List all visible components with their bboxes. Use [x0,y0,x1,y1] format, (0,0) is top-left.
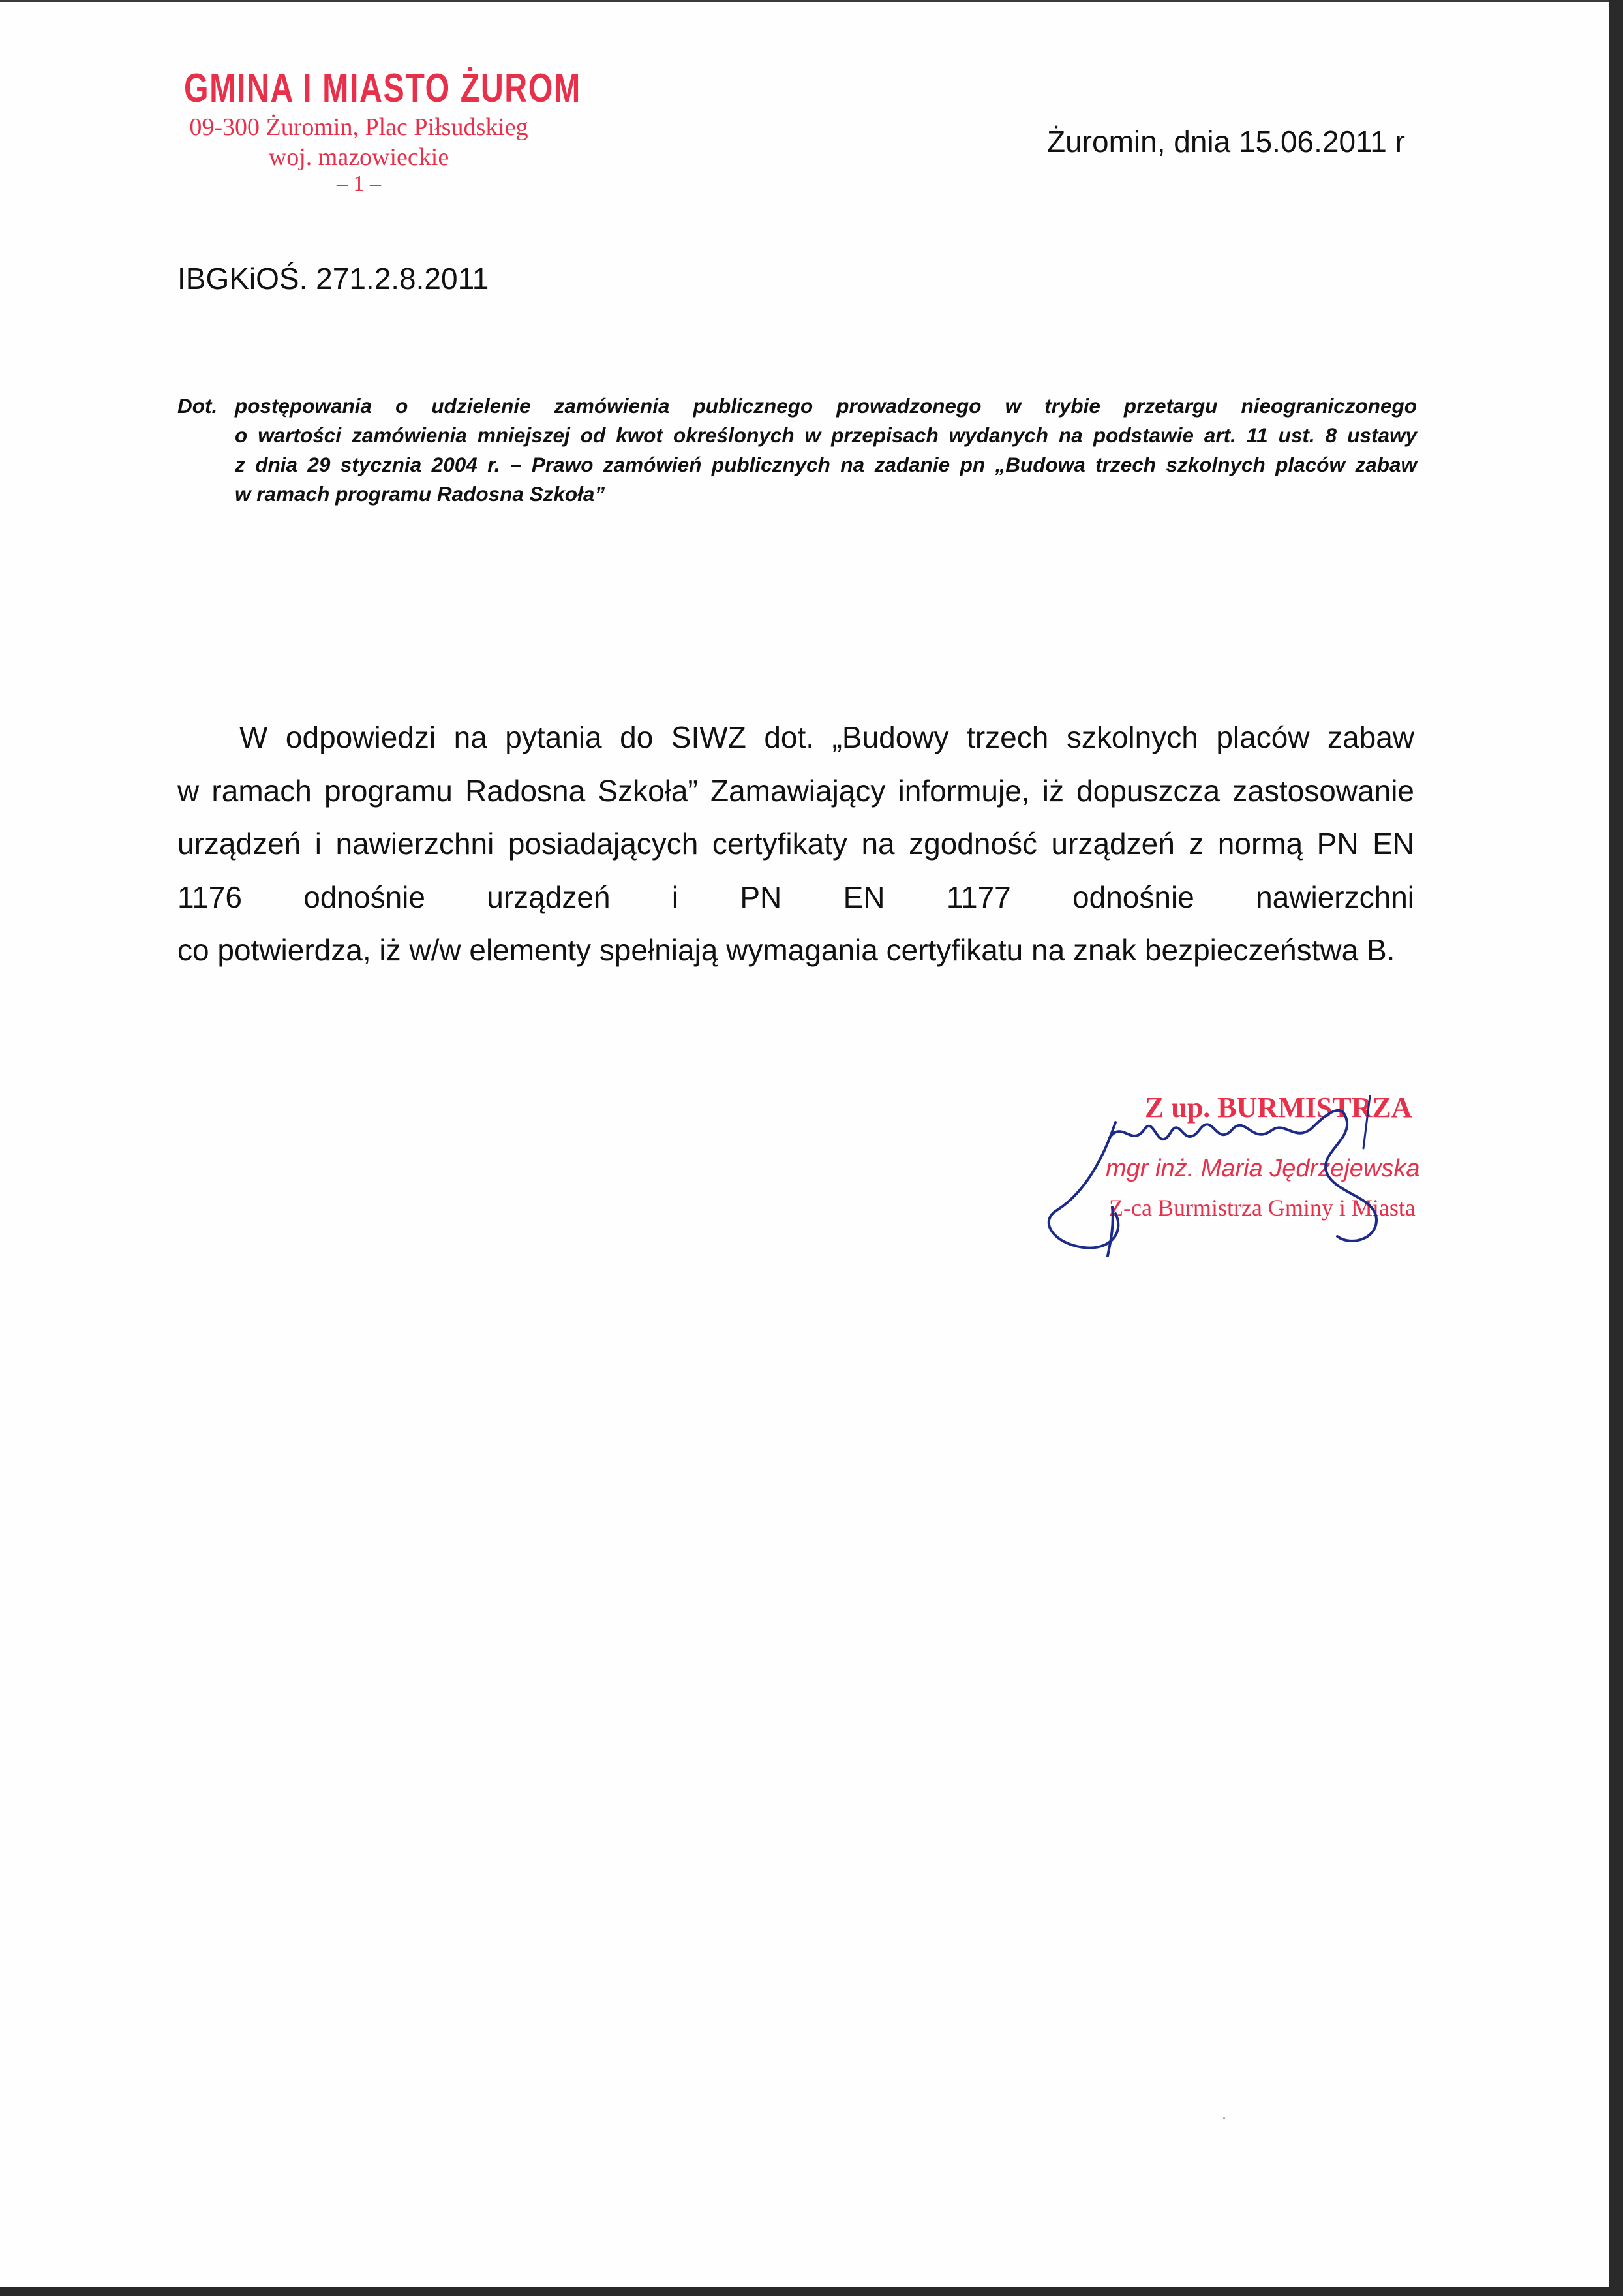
signatory-name: mgr inż. Maria Jędrzejewska [1106,1155,1420,1182]
body-line: w ramach programu Radosna Szkoła” Zamawiający informuje, iż dopuszcza zastosowanie [177,773,1414,808]
stamp-name: GMINA I MIASTO ŻUROM [184,66,581,111]
letter-date: Żuromin, dnia 15.06.2011 r [1047,125,1405,159]
body-line: 1176 odnośnie urządzeń i PN EN 1177 odnośnie nawierzchni [177,880,1414,914]
scan-edge-right [1609,0,1623,2296]
body-line: urządzeń i nawierzchni posiadających certyfikaty na zgodność urządzeń z normą PN EN [177,827,1414,861]
handwritten-signature [1037,1083,1507,1266]
stamp-number: – 1 – [337,172,381,196]
scan-edge-bottom [0,2287,1623,2296]
stamp-address: 09-300 Żuromin, Plac Piłsudskieg [189,114,528,141]
subject-block [177,391,1417,509]
stamp-voivodeship: woj. mazowieckie [268,144,449,171]
letter-body [177,711,1414,977]
reference-number: IBGKiOŚ. 271.2.8.2011 [177,262,489,296]
signatory-role: Z-ca Burmistrza Gminy i Miasta [1109,1195,1416,1221]
subject-label: Dot. [177,394,218,418]
subject-line: o wartości zamówienia mniejszej od kwot określonych w przepisach wydanych na podstawie art. 11 ust. 8 ustawy [235,423,1417,447]
signature-title: Z up. BURMISTRZA [1145,1092,1412,1124]
scan-speck [1223,2117,1225,2119]
scan-edge-top [0,0,1623,2]
office-stamp [176,65,581,196]
body-line: co potwierdza, iż w/w elementy spełniają wymagania certyfikatu na znak bezpieczeństwa B. [177,933,1395,967]
body-line: W odpowiedzi na pytania do SIWZ dot. „Budowy trzech szkolnych placów zabaw [239,720,1414,754]
subject-line: postępowania o udzielenie zamówienia publicznego prowadzonego w trybie przetargu nieograniczonego [235,394,1417,418]
subject-line: w ramach programu Radosna Szkoła” [235,482,605,506]
subject-line: z dnia 29 stycznia 2004 r. – Prawo zamówień publicznych na zadanie pn „Budowa trzech szkolnych placów zabaw [235,453,1417,476]
signature-block [1037,1083,1507,1266]
